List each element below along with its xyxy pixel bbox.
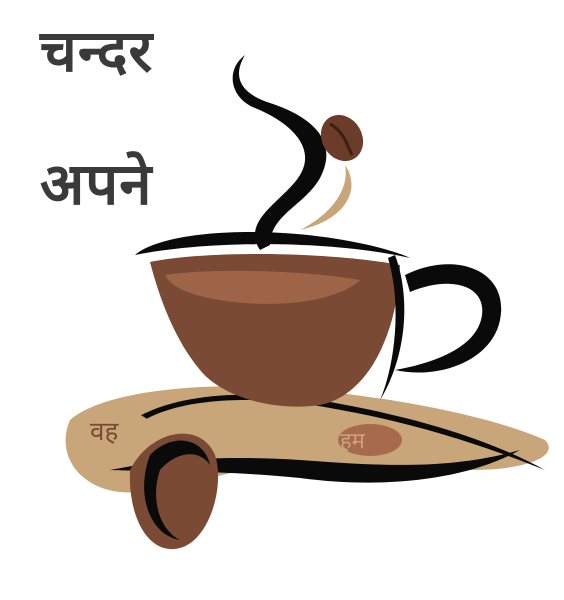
title-line-1: चन्दर xyxy=(40,17,154,85)
cup-rim xyxy=(135,232,410,258)
steam-swirl-icon xyxy=(233,55,327,250)
saucer-right-label: हम xyxy=(340,429,365,454)
cup-handle xyxy=(395,264,501,372)
title-line-2: अपने xyxy=(40,150,153,218)
saucer-left-label: वह xyxy=(90,417,119,447)
